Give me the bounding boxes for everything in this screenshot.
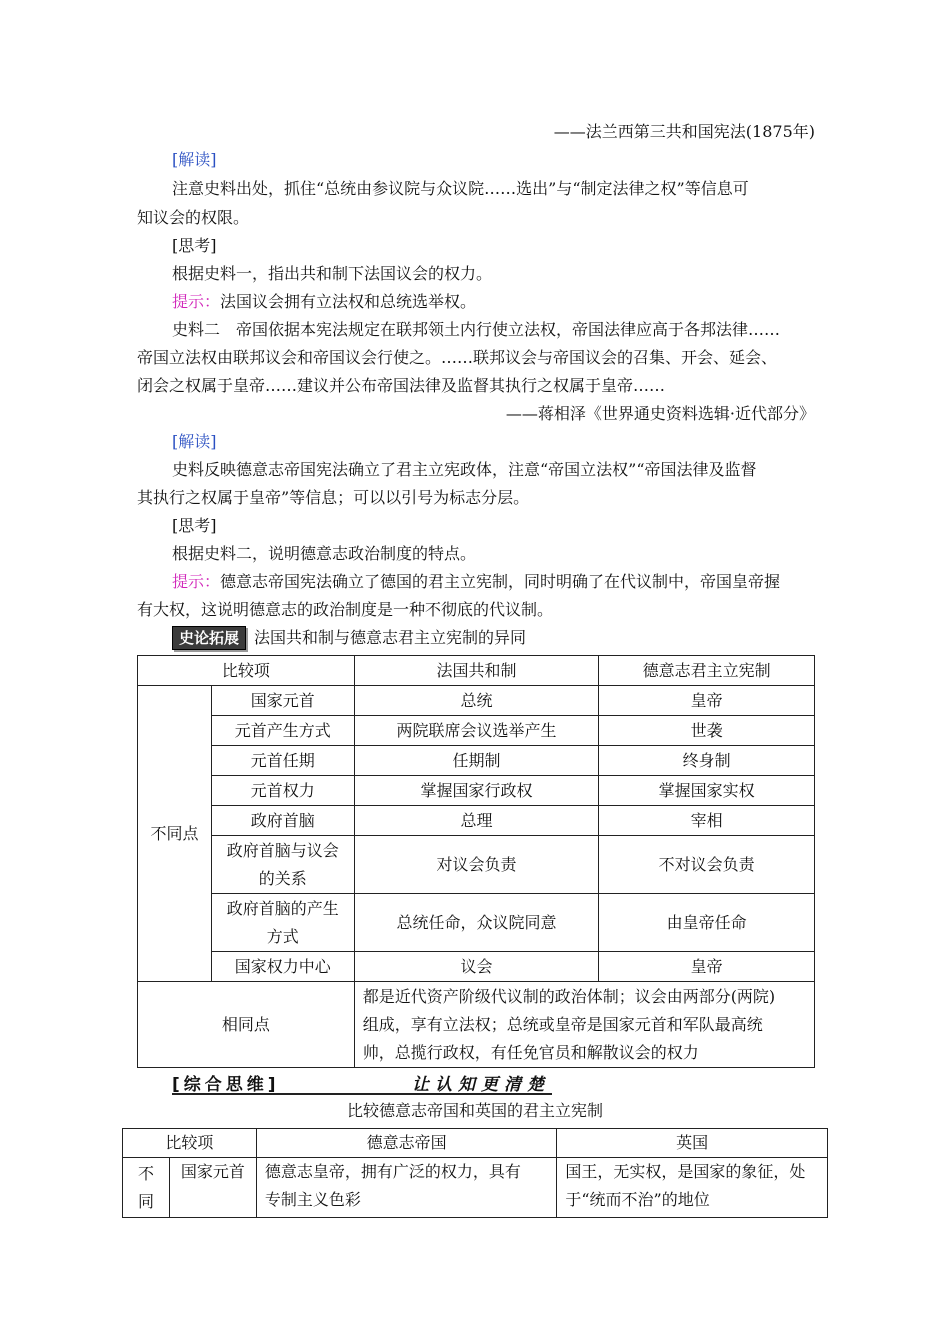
banner-right-label: 让认知更清楚 <box>412 1075 550 1095</box>
interpret-text-1b: 知议会的权限。 <box>137 208 250 227</box>
table-cell: 国家元首 <box>169 1158 256 1218</box>
section-banner <box>172 1070 552 1096</box>
label-think-1: [思考] <box>172 236 217 255</box>
hint-text: 德意志帝国宪法确立了德国的君主立宪制，同时明确了在代议制中，帝国皇帝握 <box>220 572 781 591</box>
cell-line: 不 <box>137 1163 154 1183</box>
table-cell: 终身制 <box>599 746 815 776</box>
cell-line: 国王，无实权，是国家的象征，处 <box>565 1162 806 1181</box>
group-label-differences <box>123 1158 170 1218</box>
interpret-text-2b: 其执行之权属于皇帝”等信息；可以以引号为标志分层。 <box>137 488 530 507</box>
label-interpret-2: [解读] <box>172 432 217 451</box>
comparison-table-2 <box>122 1128 828 1218</box>
table-cell: 总统 <box>354 686 599 716</box>
cell-line: 同 <box>137 1191 154 1211</box>
table-cell: 由皇帝任命 <box>599 894 815 952</box>
table-cell: 世袭 <box>599 716 815 746</box>
hint-label: 提示： <box>172 292 221 311</box>
table-cell: 议会 <box>354 952 599 982</box>
cell-line: 的关系 <box>258 868 307 888</box>
cell-line: 专制主义色彩 <box>264 1190 361 1209</box>
table-cell: 两院联席会议选举产生 <box>354 716 599 746</box>
table-row <box>138 776 815 806</box>
table-header-cell: 比较项 <box>123 1129 257 1158</box>
section-badge: 史论拓展 <box>172 626 246 650</box>
table-row <box>138 836 815 894</box>
table-cell: 宰相 <box>599 806 815 836</box>
interpret-text-1a: 注意史料出处，抓住“总统由参议院与众议院……选出”与“制定法律之权”等信息可 <box>172 179 749 198</box>
source2-text-a: 史料二 帝国依据本宪法规定在联邦领土内行使立法权，帝国法律应高于各邦法律…… <box>172 320 781 339</box>
table-row <box>138 686 815 716</box>
table1-heading <box>172 624 850 652</box>
table-cell: 皇帝 <box>599 686 815 716</box>
interpret-text-2a: 史料反映德意志帝国宪法确立了君主立宪政体，注意“帝国立法权”“帝国法律及监督 <box>172 460 757 479</box>
table-row <box>138 806 815 836</box>
group-label-differences: 不同点 <box>138 686 212 982</box>
table-cell: 总理 <box>354 806 599 836</box>
hint-2b: 有大权，这说明德意志的政治制度是一种不彻底的代议制。 <box>137 600 554 619</box>
table-row <box>138 982 815 1068</box>
table-row <box>123 1129 828 1158</box>
table-cell: 不对议会负责 <box>599 836 815 894</box>
table2-title: 比较德意志帝国和英国的君主立宪制 <box>346 1101 603 1120</box>
label-interpret-1: [解读] <box>172 150 217 169</box>
source2-text-b: 帝国立法权由联邦议会和帝国议会行使之。……联邦议会与帝国议会的召集、开会、延会、 <box>137 348 778 367</box>
table-header-cell: 德意志君主立宪制 <box>599 656 815 686</box>
table-cell: 对议会负责 <box>354 836 599 894</box>
cell-line: 德意志皇帝，拥有广泛的权力，具有 <box>264 1162 521 1181</box>
question-2: 根据史料二，说明德意志政治制度的特点。 <box>172 544 477 563</box>
banner-left-label: [综合思维] <box>172 1075 280 1095</box>
hint-1 <box>137 288 815 316</box>
table-cell: 掌握国家实权 <box>599 776 815 806</box>
table-header-cell: 法国共和制 <box>354 656 599 686</box>
source-citation-1: ——法兰西第三共和国宪法(1875年) <box>553 122 815 141</box>
hint-2a <box>137 568 815 596</box>
similarities-line: 组成，享有立法权；总统或皇帝是国家元首和军队最高统 <box>362 1014 763 1034</box>
table-cell: 皇帝 <box>599 952 815 982</box>
table-row <box>138 894 815 952</box>
source2-text-c: 闭会之权属于皇帝……建议并公布帝国法律及监督其执行之权属于皇帝…… <box>137 376 666 395</box>
table-cell: 国家元首 <box>211 686 354 716</box>
table-row <box>138 716 815 746</box>
group-label-similarities: 相同点 <box>138 982 355 1068</box>
table-header-cell: 比较项 <box>138 656 355 686</box>
label-think-2: [思考] <box>172 516 217 535</box>
comparison-table-1 <box>137 655 815 1068</box>
table-cell: 政府首脑 <box>211 806 354 836</box>
question-1: 根据史料一，指出共和制下法国议会的权力。 <box>172 264 493 283</box>
table-cell: 国家权力中心 <box>211 952 354 982</box>
table-cell: 总统任命，众议院同意 <box>354 894 599 952</box>
table-cell: 元首任期 <box>211 746 354 776</box>
cell-line: 政府首脑与议会 <box>226 840 339 860</box>
table-cell <box>557 1158 828 1218</box>
table-cell <box>211 894 354 952</box>
table-header-cell: 德意志帝国 <box>256 1129 557 1158</box>
hint-text: 法国议会拥有立法权和总统选举权。 <box>220 292 477 311</box>
similarities-text <box>354 982 814 1068</box>
table-row <box>138 746 815 776</box>
table-row <box>138 656 815 686</box>
table-row <box>123 1158 828 1218</box>
table-cell: 元首权力 <box>211 776 354 806</box>
banner-underline <box>172 1093 552 1095</box>
similarities-line: 帅，总揽行政权，有任免官员和解散议会的权力 <box>362 1042 699 1062</box>
table-cell: 元首产生方式 <box>211 716 354 746</box>
table-cell <box>211 836 354 894</box>
table-cell: 任期制 <box>354 746 599 776</box>
cell-line: 于“统而不治”的地位 <box>565 1190 710 1209</box>
source-citation-2: ——蒋相泽《世界通史资料选辑·近代部分》 <box>505 404 815 423</box>
table-cell: 掌握国家行政权 <box>354 776 599 806</box>
cell-line: 政府首脑的产生 <box>226 898 339 918</box>
table-header-cell: 英国 <box>557 1129 828 1158</box>
hint-label: 提示： <box>172 572 221 591</box>
table-cell <box>256 1158 557 1218</box>
cell-line: 方式 <box>266 926 299 946</box>
table1-title: 法国共和制与德意志君主立宪制的异同 <box>254 628 527 647</box>
table-row <box>138 952 815 982</box>
similarities-line: 都是近代资产阶级代议制的政治体制；议会由两部分(两院) <box>362 986 776 1006</box>
